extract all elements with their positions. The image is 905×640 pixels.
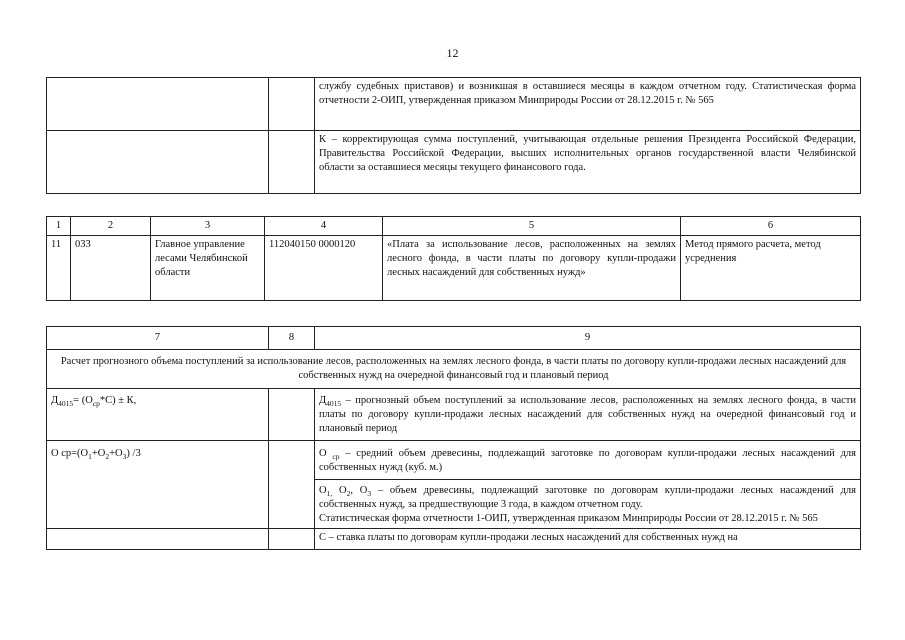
header-row [47, 327, 861, 350]
cell-code: 033 [71, 236, 151, 301]
top-table [46, 77, 861, 194]
table-row [47, 78, 861, 131]
page-number: 12 [446, 46, 459, 60]
col-header-5: 5 [383, 217, 681, 236]
desc-forecast: $Д_{4015}$ – прогнозный объем поступлений за использование лесов, расположенных на землях лесного фонда, в части платы по договору купли-продажи лесных насаждений для собственных нужд на очередной финансовый год и плановый период [315, 389, 861, 441]
desc-average: О $_{ср}$ – средний объем древесины, подлежащий заготовке по договорам купли-продажи лесных насаждений для собственных нужд (куб. м.) $О_{1,}$ $О_2$, $О_3$ – объем древесины, подлежащий заготовке по договорам купли-продажи лесных насаждений для собственных нужд, за предшествующие 3 года, в каждом отчетном году. Статистическая форма отчетности 1-ОИП, утвержденная приказом Минприроды России от 28.12.2015 г. № 565 [315, 441, 861, 529]
table-row [47, 131, 861, 194]
top-row2-text: К – корректирующая сумма поступлений, учитывающая отдельные решения Президента Российской Федерации, Правительства Российской Федерации, высших исполнительных органов государственной власти Челябинской области за оставшиеся месяцы текущего финансового года. [315, 131, 861, 194]
col-header-6: 6 [681, 217, 861, 236]
col-header-4: 4 [265, 217, 383, 236]
col-header-8: 8 [269, 327, 315, 350]
table-row [47, 236, 861, 301]
section-title: Расчет прогнозного объема поступлений за использование лесов, расположенных на землях лесного фонда, в части платы по договору купли-продажи лесных насаждений для собственных нужд на очередной финансовый год и плановый период [47, 350, 861, 389]
col-header-9: 9 [315, 327, 861, 350]
desc-rate: С – ставка платы по договорам купли-продажи лесных насаждений для собственных нужд на [315, 529, 861, 550]
bottom-table [46, 326, 861, 550]
cell-number: 11 [47, 236, 71, 301]
header-row [47, 217, 861, 236]
table-row [47, 389, 861, 441]
cell-administrator: Главное управление лесами Челябинской области [151, 236, 265, 301]
top-row1-text: службу судебных приставов) и возникшая в оставшиеся месяцы в каждом отчетном году. Статистическая форма отчетности 2-ОИП, утвержденная приказом Минприроды России от 28.12.2015 г. № 565 [315, 78, 861, 131]
formula-average: О $ср=(О_1+О_2+О_3)$ /3 [47, 441, 269, 529]
table-row [47, 441, 861, 529]
col-header-2: 2 [71, 217, 151, 236]
formula-forecast: $Д_{4015}= (О_{ср}*С) \pm К$, [47, 389, 269, 441]
col-header-1: 1 [47, 217, 71, 236]
col-header-3: 3 [151, 217, 265, 236]
cell-revenue-name: «Плата за использование лесов, расположенных на землях лесного фонда, в части платы по договору купли-продажи лесных насаждений для собственных нужд» [383, 236, 681, 301]
cell-kbk: 112040150 0000120 [265, 236, 383, 301]
section-title-row [47, 350, 861, 389]
mid-table [46, 216, 861, 301]
col-header-7: 7 [47, 327, 269, 350]
cell-method: Метод прямого расчета, метод усреднения [681, 236, 861, 301]
table-row [47, 529, 861, 550]
